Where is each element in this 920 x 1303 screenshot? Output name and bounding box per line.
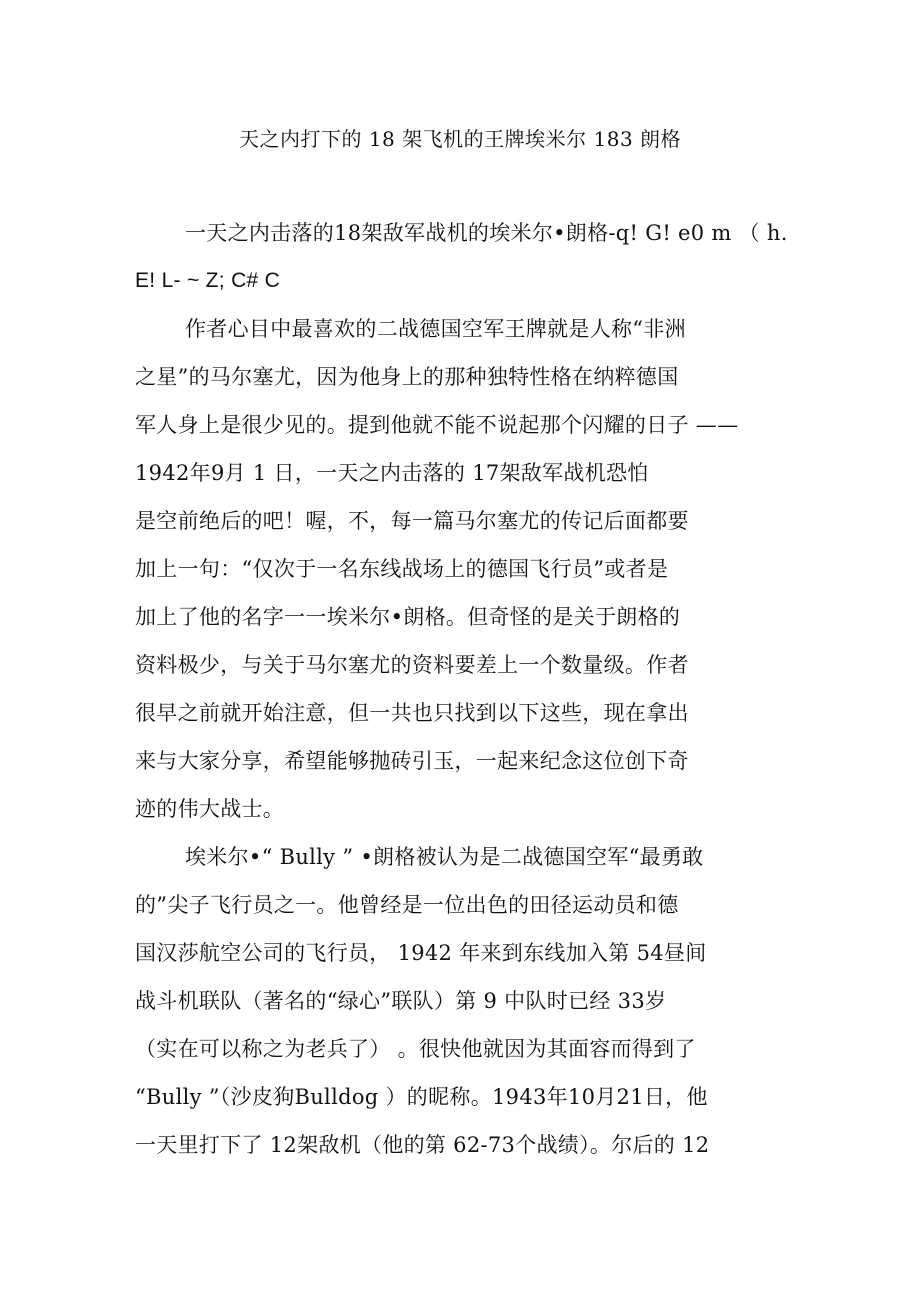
paragraph-line: 很早之前就开始注意，但一共也只找到以下这些，现在拿出 <box>135 701 689 725</box>
paragraph-line: 军人身上是很少见的。提到他就不能不说起那个闪耀的日子 —— <box>135 413 739 437</box>
paragraph-line: “Bully ”（沙皮狗Bulldog ）的昵称。1943年10月21日，他 <box>135 1085 708 1109</box>
paragraph-line: 加上一句：“仅次于一名东线战场上的德国飞行员”或者是 <box>135 557 669 581</box>
paragraph-line: 一天之内击落的18架敌军战机的埃米尔•朗格-q! G! e0 m （ h. <box>185 221 788 245</box>
paragraph-line: （实在可以称之为老兵了） 。很快他就因为其面容而得到了 <box>135 1037 696 1061</box>
paragraph-line: 1942年9月 1 日，一天之内击落的 17架敌军战机恐怕 <box>135 461 649 485</box>
paragraph-line: 之星”的马尔塞尤，因为他身上的那种独特性格在纳粹德国 <box>135 365 679 389</box>
paragraph-line: 一天里打下了 12架敌机（他的第 62-73个战绩）。尔后的 12 <box>135 1133 710 1157</box>
paragraph-line: E! L- ~ Z; C# C <box>135 269 281 292</box>
paragraph-line: 作者心目中最喜欢的二战德国空军王牌就是人称“非洲 <box>185 317 686 341</box>
paragraph-line: 加上了他的名字一一埃米尔•朗格。但奇怪的是关于朗格的 <box>135 605 681 629</box>
paragraph-line: 来与大家分享，希望能够抛砖引玉，一起来纪念这位创下奇 <box>135 749 689 773</box>
paragraph-line: 战斗机联队（著名的“绿心”联队）第 9 中队时已经 33岁 <box>135 989 667 1013</box>
paragraph-line: 是空前绝后的吧！喔，不，每一篇马尔塞尤的传记后面都要 <box>135 509 689 533</box>
paragraph-line: 埃米尔•“ Bully ” •朗格被认为是二战德国空军“最勇敢 <box>185 845 704 869</box>
paragraph-line: 国汉莎航空公司的飞行员， 1942 年来到东线加入第 54昼间 <box>135 941 707 965</box>
document-title: 天之内打下的 18 架飞机的王牌埃米尔 183 朗格 <box>238 127 682 151</box>
paragraph-line: 的”尖子飞行员之一。他曾经是一位出色的田径运动员和德 <box>135 893 679 917</box>
paragraph-line: 资料极少，与关于马尔塞尤的资料要差上一个数量级。作者 <box>135 653 689 677</box>
paragraph-line: 迹的伟大战士。 <box>135 797 285 821</box>
